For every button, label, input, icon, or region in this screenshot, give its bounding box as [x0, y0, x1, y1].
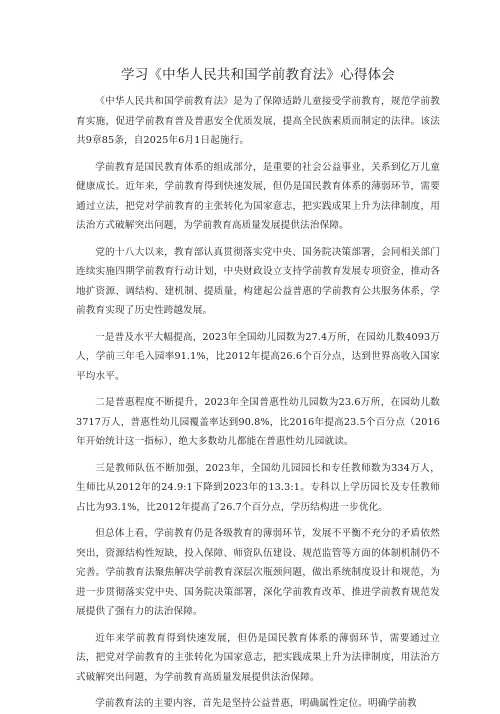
paragraph-5: 二是普惠程度不断提升，2023年全国普惠性幼儿园数为23.6万所，在园幼儿数3717万人，普惠性幼儿园覆盖率达到90.8%，比2016年提高23.5个百分点（2016年开始统计这一指标），绝大多数幼儿都能在普惠性幼儿园就读。: [76, 397, 440, 447]
document-title: 学习《中华人民共和国学前教育法》心得体会: [121, 67, 395, 83]
paragraph-4: 一是普及水平大幅提高，2023年全国幼儿园数为27.4万所，在园幼儿数4093万人，学前三年毛入园率91.1%，比2012年提高26.6个百分点，达到世界高收入国家平均水平。: [76, 331, 441, 382]
paragraph-8: 近年来学前教育得到快速发展，但仍是国民教育体系的薄弱环节，需要通过立法，把党对学前教育的主张转化为国家意志，把实践成果上升为法律制度，用法治方式破解突出问题，为学前教育高质量发展提供法治保障。: [76, 632, 440, 683]
paragraph-1: 《中华人民共和国学前教育法》是为了保障适龄儿童接受学前教育，规范学前教育实施，促进学前教育普及普惠安全优质发展，提高全民族素质而制定的法律。该法共9章85条，自2025年6月1日起施行。: [76, 96, 440, 146]
paragraph-9: 学前教育法的主要内容，首先是坚持公益普惠，明确属性定位。明确学前教: [95, 698, 417, 709]
paragraph-2: 学前教育是国民教育体系的组成部分，是重要的社会公益事业，关系到亿万儿童健康成长。近年来，学前教育得到快速发展，但仍是国民教育体系的薄弱环节，需要通过立法，把党对学前教育的主张转化为国家意志，把实践成果上升为法律制度，用法治方式破解突出问题，为学前教育高质量发展提供法治保障。: [76, 161, 440, 231]
paragraph-7: 但总体上看，学前教育仍是各级教育的薄弱环节，发展不平衡不充分的矛盾依然突出，资源结构性短缺，投入保障、师资队伍建设、规范监管等方面的体制机制仍不完善。学前教育法聚焦解决学前教育深层次瓶颈问题，做出系统制度设计和规范，为进一步贯彻落实党中央、国务院决策部署，深化学前教育改革、推进学前教育规范发展提供了强有力的法治保障。: [76, 528, 440, 617]
paragraph-6: 三是教师队伍不断加强，2023年，全国幼儿园园长和专任教师数为334万人，生师比从2012年的24.9:1下降到2023年的13.3:1。专科以上学历园长及专任教师占比为93.1%，比2012年提高了26.7个百分点，学历结构进一步优化。: [76, 462, 440, 513]
paragraph-3: 党的十八大以来，教育部认真贯彻落实党中央、国务院决策部署，会同相关部门连续实施四期学前教育行动计划，中央财政设立支持学前教育发展专项资金，推动各地扩资源、调结构、建机制、提质量，构建起公益普惠的学前教育公共服务体系，学前教育实现了历史性跨越发展。: [76, 246, 440, 316]
